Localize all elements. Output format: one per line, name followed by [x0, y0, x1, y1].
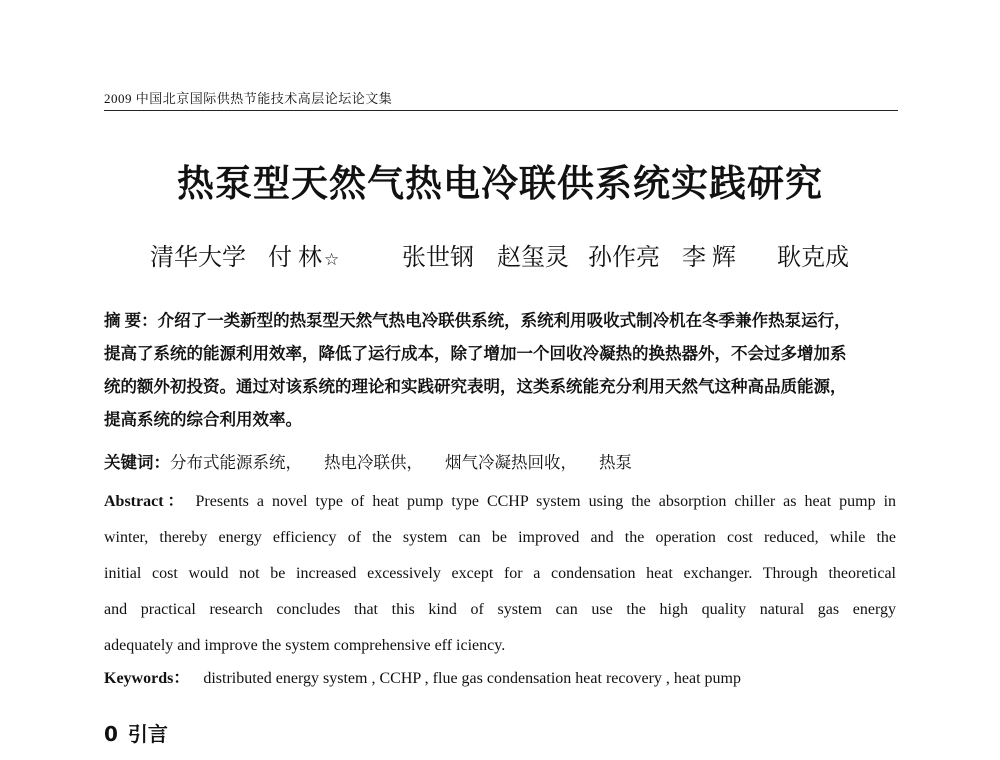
author-name: 赵玺灵 — [497, 245, 569, 271]
author-name: 李 辉 — [682, 245, 736, 271]
abstract-en-line: winter, thereby energy efficiency of the system can be improved and the operation cost reduced, while the — [104, 529, 896, 546]
keywords-en-text: distributed energy system , CCHP , flue gas condensation heat recovery , heat pump — [203, 670, 741, 687]
abstract-cn-line: 统的额外初投资。通过对该系统的理论和实践研究表明，这类系统能充分利用天然气这种高品质能源， — [104, 377, 847, 396]
section-heading — [104, 718, 168, 750]
abstract-en-line: adequately and improve the system comprehensive eff iciency. — [104, 637, 506, 654]
keyword-cn: 烟气冷凝热回收， — [445, 453, 577, 472]
keyword-cn: 热泵 — [599, 453, 632, 472]
author-name: 孙作亮 — [588, 245, 660, 271]
abstract-cn-label: 摘 要： — [104, 311, 158, 330]
author-name: 张世钢 — [402, 245, 474, 271]
running-header: 2009 中国北京国际供热节能技术高层论坛论文集 — [104, 88, 898, 111]
abstract-en-line: and practical research concludes that this kind of system can use the high quality natural gas energy — [104, 601, 896, 618]
keywords-cn-label: 关键词： — [104, 453, 170, 472]
author-name: 耿克成 — [777, 245, 849, 271]
keyword-cn: 分布式能源系统， — [170, 453, 302, 472]
author-name — [268, 238, 339, 280]
section-title: 引言 — [127, 722, 168, 746]
abstract-en-line: initial cost would not be increased excessively except for a condensation heat exchanger. Through theoretical — [104, 565, 896, 582]
abstract-chinese — [104, 304, 896, 436]
author-affiliation: 清华大学 — [150, 245, 246, 271]
abstract-cn-line: 提高系统的综合利用效率。 — [104, 410, 302, 429]
abstract-cn-line: 提高了系统的能源利用效率，降低了运行成本，除了增加一个回收冷凝热的换热器外，不会过多增加系 — [104, 344, 847, 363]
abstract-en-text: Presents a novel type of heat pump type CCHP system using the absorption chiller as heat pump in — [195, 493, 897, 510]
author-name-text: 付 林 — [268, 245, 322, 271]
keywords-en-label: Keywords： — [104, 670, 190, 687]
section-number: 0 — [104, 722, 118, 746]
abstract-english — [104, 484, 896, 664]
abstract-en-label: Abstract： — [104, 493, 188, 510]
keywords-chinese — [104, 448, 896, 478]
author-line — [150, 238, 870, 278]
keyword-cn: 热电冷联供， — [324, 453, 423, 472]
corresponding-author-star-icon: ☆ — [324, 250, 340, 269]
abstract-cn-line — [104, 304, 896, 337]
abstract-cn-text: 介绍了一类新型的热泵型天然气热电冷联供系统，系统利用吸收式制冷机在冬季兼作热泵运行， — [157, 311, 851, 330]
keywords-english — [104, 664, 896, 694]
abstract-en-line — [104, 484, 896, 520]
paper-title: 热泵型天然气热电冷联供系统实践研究 — [177, 162, 823, 205]
